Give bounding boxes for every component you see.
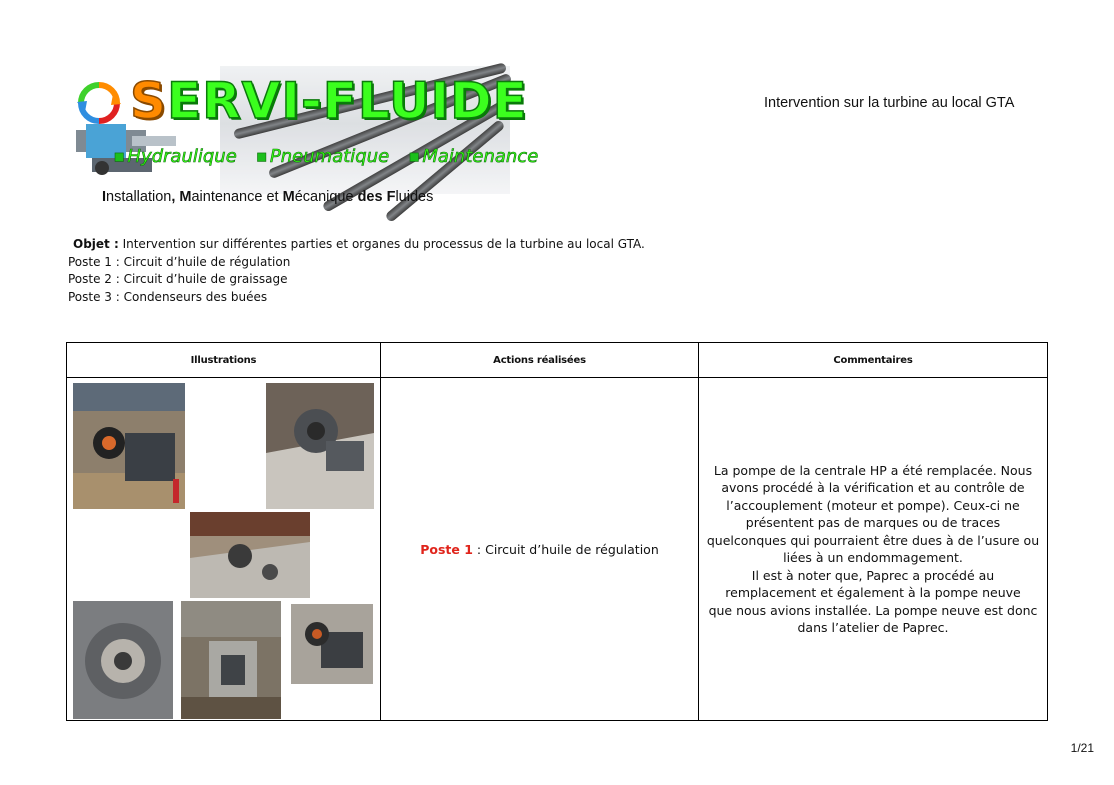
page-number: 1/21: [1070, 741, 1094, 755]
header-actions: Actions réalisées: [381, 343, 699, 378]
comment-line: remplacement et également à la pompe neuve: [725, 585, 1021, 600]
photo-pump-disassembled: [190, 512, 310, 598]
photo-pump-flange: [73, 601, 173, 719]
company-logo: [70, 66, 539, 194]
comment-line: La pompe de la centrale HP a été remplacée. Nous: [713, 462, 1033, 478]
header-commentaires: Commentaires: [699, 343, 1048, 378]
recycle-arrows-icon: [76, 80, 122, 126]
intro-block: [68, 236, 645, 306]
table-header-row: [67, 343, 1048, 378]
comment-cell: [699, 378, 1048, 721]
photo-pump-on-bench: [291, 604, 373, 684]
table-row: [67, 378, 1048, 721]
objet-line: Objet : Intervention sur différentes parties et organes du processus de la turbine au local GTA.: [73, 237, 645, 251]
actions-cell: [381, 378, 699, 721]
tag-hydraulique: ■ Hydraulique: [114, 146, 237, 167]
photo-coupling-on-cloth: [266, 383, 374, 509]
comment-line: dans l’atelier de Paprec.: [797, 620, 949, 635]
tag-pneumatique: ■ Pneumatique: [257, 146, 390, 167]
company-tagline: Installation, Maintenance et Mécanique des Fluides: [102, 189, 434, 205]
header-illustrations: Illustrations: [67, 343, 381, 378]
poste-line-2: Poste 2 : Circuit d’huile de graissage: [68, 272, 288, 286]
brand-tags: [114, 146, 552, 167]
comment-line: que nous avions installée. La pompe neuve est donc: [708, 602, 1038, 618]
comment-line: quelconques qui pourraient être dues à de l’usure ou: [706, 532, 1040, 548]
poste-label: Poste 1: [420, 541, 473, 557]
brand-name: SERVI-FLUIDE: [130, 72, 528, 130]
photo-pump-coupling: [73, 383, 185, 509]
poste-line-3: Poste 3 : Condenseurs des buées: [68, 289, 268, 304]
report-table: [66, 342, 1048, 721]
photo-hydraulic-unit: [181, 601, 281, 719]
document-title: Intervention sur la turbine au local GTA: [764, 95, 1015, 111]
tag-maintenance: ■ Maintenance: [409, 146, 538, 167]
action-text: : Circuit d’huile de régulation: [472, 541, 659, 557]
comment-line: Il est à noter que, Paprec a procédé au: [751, 567, 995, 583]
comment-line: avons procédé à la vérification et au contrôle de: [721, 480, 1025, 495]
illustrations-cell: [67, 378, 381, 721]
comment-line: présentent pas de marques ou de traces: [745, 515, 1001, 530]
comment-line: liées à un endommagement.: [783, 550, 963, 565]
poste-line-1: Poste 1 : Circuit d’huile de régulation: [68, 254, 291, 269]
comment-line: l’accouplement (moteur et pompe). Ceux-ci ne: [726, 497, 1020, 513]
